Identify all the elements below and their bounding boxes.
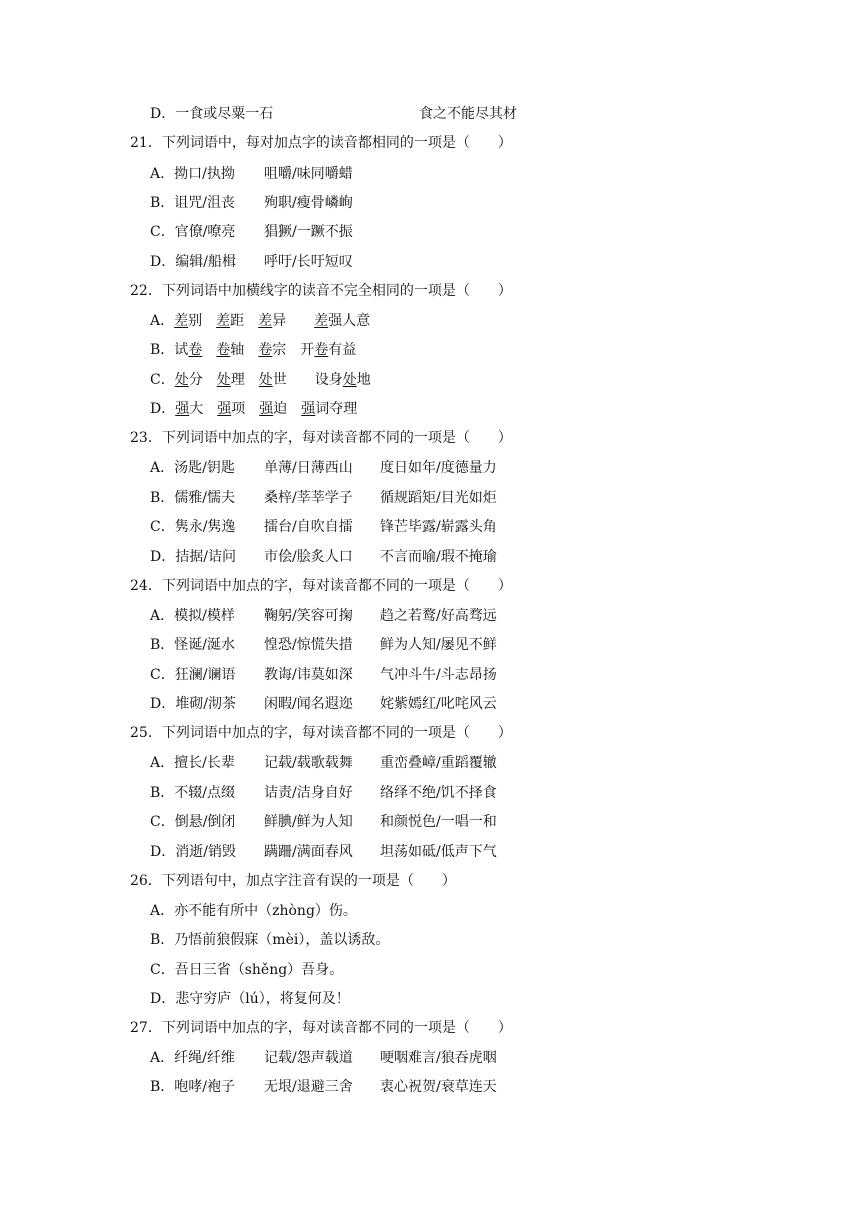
text-segment: 衷心祝贺/衰草连天 (380, 1079, 497, 1095)
text-segment: 锋芒毕露/崭露头角 (380, 519, 497, 535)
text-segment: 不言而喻/瑕不掩瑜 (380, 549, 497, 565)
text-segment: D．拮据/诘问 (150, 549, 236, 565)
text-segment: C．倒悬/倒闭 (150, 814, 236, 830)
text-segment: 27．下列词语中加点的字，每对读音都不同的一项是（ ） (130, 1020, 512, 1036)
text-segment: B．儒雅/懦夫 (150, 490, 236, 506)
text-segment: 循规蹈矩/目光如炬 (380, 490, 497, 506)
text-segment: 咀嚼/味同嚼蜡 (264, 166, 353, 182)
text-segment: B．试卷 卷轴 卷宗 开卷有益 (150, 342, 357, 358)
text-segment: 哽咽难言/狼吞虎咽 (380, 1050, 497, 1066)
text-segment: C．狂澜/谰语 (150, 667, 236, 683)
text-segment: 食之不能尽其材 (419, 106, 517, 122)
text-segment: 23．下列词语中加点的字，每对读音都不同的一项是（ ） (130, 430, 512, 446)
text-segment: 鞠躬/笑容可掬 (264, 608, 353, 624)
text-segment: D．一食或尽粟一石 (150, 106, 274, 122)
text-segment: 闲暇/闻名遐迩 (264, 696, 353, 712)
text-segment: 殉职/瘦骨嶙峋 (264, 195, 353, 211)
text-segment: A．纤绳/纤维 (150, 1050, 235, 1066)
text-segment: 鲜腆/鲜为人知 (264, 814, 353, 830)
text-segment: 单薄/日薄西山 (264, 460, 353, 476)
text-segment: D．堆砌/沏茶 (150, 696, 236, 712)
text-segment: B．怪诞/涎水 (150, 637, 236, 653)
text-segment: C．处分 处理 处世 设身处地 (150, 372, 371, 388)
text-segment: A．汤匙/钥匙 (150, 460, 235, 476)
text-segment: C．官僚/嘹亮 (150, 224, 236, 240)
text-segment: 惶恐/惊慌失措 (264, 637, 353, 653)
text-segment: 市侩/脍炙人口 (264, 549, 353, 565)
text-segment: 25．下列词语中加点的字，每对读音都不同的一项是（ ） (130, 725, 512, 741)
text-segment: 记载/怨声载道 (264, 1050, 353, 1066)
text-segment: B．咆哮/袍子 (150, 1079, 236, 1095)
text-segment: 桑梓/莘莘学子 (264, 490, 353, 506)
text-segment: A．模拟/模样 (150, 608, 235, 624)
text-segment: 21．下列词语中，每对加点字的读音都相同的一项是（ ） (130, 135, 512, 151)
text-segment: 24．下列词语中加点的字，每对读音都不同的一项是（ ） (130, 578, 512, 594)
text-segment: A．擅长/长辈 (150, 755, 235, 771)
text-segment: A．差别 差距 差异 差强人意 (150, 313, 371, 329)
text-segment: 气冲斗牛/斗志昂扬 (380, 667, 497, 683)
text-segment: 22．下列词语中加横线字的读音不完全相同的一项是（ ） (130, 283, 512, 299)
text-segment: 猖獗/一蹶不振 (264, 224, 353, 240)
text-segment: B．不辍/点缀 (150, 785, 236, 801)
text-segment: D．消逝/销毁 (150, 844, 236, 860)
text-segment: D．强大 强项 强迫 强词夺理 (150, 401, 358, 417)
text-segment: 重峦叠嶂/重蹈覆辙 (380, 755, 497, 771)
text-segment: 诘责/洁身自好 (264, 785, 353, 801)
text-segment: 呼吁/长吁短叹 (264, 254, 353, 270)
text-segment: D．悲守穷庐（lú），将复何及！ (150, 991, 350, 1007)
text-segment: 络绎不绝/饥不择食 (380, 785, 497, 801)
text-segment: 蹒跚/满面春风 (264, 844, 353, 860)
text-segment: 姹紫嫣红/叱咤风云 (380, 696, 497, 712)
text-segment: 和颜悦色/一唱一和 (380, 814, 497, 830)
text-segment: 鲜为人知/屡见不鲜 (380, 637, 497, 653)
text-segment: D．编辑/船楫 (150, 254, 236, 270)
text-segment: B．乃悟前狼假寐（mèi），盖以诱敌。 (150, 932, 390, 948)
text-segment: A．拗口/执拗 (150, 166, 235, 182)
text-segment: 记载/载歌载舞 (264, 755, 353, 771)
text-segment: 坦荡如砥/低声下气 (380, 844, 497, 860)
text-segment: 26．下列语句中，加点字注音有误的一项是（ ） (130, 873, 456, 889)
text-segment: C．隽永/隽逸 (150, 519, 236, 535)
text-segment: 趋之若鹜/好高骛远 (380, 608, 497, 624)
text-segment: 度日如年/度德量力 (380, 460, 497, 476)
text-segment: 教诲/讳莫如深 (264, 667, 353, 683)
text-segment: 擂台/自吹自擂 (264, 519, 353, 535)
text-segment: 无垠/退避三舍 (264, 1079, 353, 1095)
text-segment: C．吾日三省（shěng）吾身。 (150, 962, 344, 978)
text-segment: A．亦不能有所中（zhòng）伤。 (150, 903, 357, 919)
text-segment: B．诅咒/沮丧 (150, 195, 236, 211)
